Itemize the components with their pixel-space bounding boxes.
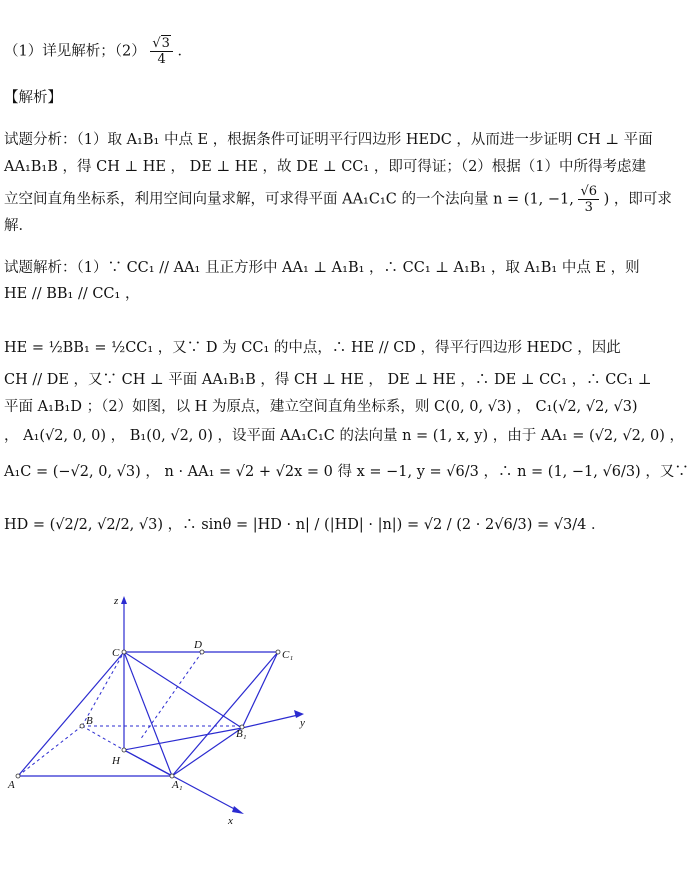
label-x: x — [228, 815, 233, 827]
label-D: D — [194, 639, 202, 651]
analysis-text-3a: 立空间直角坐标系，利用空间向量求解，可求得平面 AA₁C₁C 的一个法向量 n = (1, −1, — [4, 191, 574, 208]
edge-C-B1 — [124, 652, 242, 728]
point-H — [122, 748, 126, 752]
analysis-fraction — [578, 184, 599, 215]
answer-fraction: $\frac{√3}{4}$ — [150, 36, 173, 67]
analysis-frac-num: √6 — [580, 184, 598, 199]
y-axis — [242, 715, 298, 728]
geometry-figure — [0, 590, 630, 878]
edge-C-A1 — [124, 652, 172, 776]
analysis-frac-den: 3 — [584, 200, 593, 215]
segment-H-B1 — [124, 728, 242, 750]
label-A: A — [8, 779, 15, 791]
solution-line-5: 平面 A₁B₁D ；（2）如图，以 H 为原点，建立空间直角坐标系，则 C(0, 0, √3) ， C₁(√2, √2, √3) — [4, 399, 638, 415]
analysis-label: 试题分析： — [4, 132, 77, 148]
z-arrow-icon — [121, 596, 127, 604]
solution-line-4: CH // DE ，又∵ CH ⊥ 平面 AA₁B₁B ，得 CH ⊥ HE ， DE ⊥ HE ，∴ DE ⊥ CC₁ ，∴ CC₁ ⊥ — [4, 372, 652, 388]
answer-part1: 详见解析； — [42, 43, 115, 60]
label-A1: A₁ — [172, 779, 183, 791]
point-A — [16, 774, 20, 778]
solution-line-2: HE // BB₁ // CC₁ ， — [4, 286, 140, 302]
edge-C-A — [18, 652, 124, 776]
answer-part1-prefix: （1） — [4, 43, 43, 60]
label-z: z — [114, 595, 119, 607]
label-B: B — [86, 715, 93, 727]
edge-C1-A1 — [172, 652, 278, 776]
solution-line-1 — [4, 258, 640, 278]
analysis-line-3 — [4, 184, 672, 215]
section-heading: 【解析】 — [4, 90, 62, 106]
x-arrow-icon — [232, 806, 244, 814]
answer-part2-prefix: （2） — [114, 43, 146, 60]
solution-label: 试题解析： — [4, 260, 77, 276]
dashed-A-B — [18, 726, 82, 776]
point-C — [122, 650, 126, 654]
label-y: y — [300, 717, 305, 729]
point-B — [80, 724, 84, 728]
edge-C1-B1 — [242, 652, 278, 728]
label-B1: B₁ — [236, 728, 247, 740]
analysis-line-2: AA₁B₁B ，得 CH ⊥ HE ， DE ⊥ HE ，故 DE ⊥ CC₁ ，即可得证；（2）根据（1）中所得考虑建 — [4, 159, 647, 175]
solution-text-1: （1）∵ CC₁ // AA₁ 且正方形中 AA₁ ⊥ A₁B₁ ，∴ CC₁ ⊥ A₁B₁ ，取 A₁B₁ 中点 E ，则 — [76, 260, 640, 276]
answer-line — [4, 36, 192, 67]
label-C: C — [112, 647, 120, 659]
analysis-text-1: （1）取 A₁B₁ 中点 E ，根据条件可证明平行四边形 HEDC ，从而进一步证明 CH ⊥ 平面 — [76, 132, 653, 148]
point-A1 — [170, 774, 174, 778]
analysis-text-3b: ) ，即可求 — [603, 191, 672, 208]
analysis-line-1 — [4, 130, 653, 150]
solution-line-7: A₁C = (−√2, 0, √3) ， n · AA₁ = √2 + √2x = 0 得 x = −1, y = √6/3 ，∴ n = (1, −1, √6/3) ，又∵ — [4, 464, 689, 480]
solution-line-6: ， A₁(√2, 0, 0) ， B₁(0, √2, 0) ，设平面 AA₁C₁C 的法向量 n = (1, x, y) ，由于 AA₁ = (√2, √2, 0) ， — [4, 428, 685, 444]
answer-frac-den: 4 — [157, 52, 166, 67]
answer-end: ． — [177, 43, 193, 60]
point-C1 — [276, 650, 280, 654]
solution-line-3: HE = ½BB₁ = ½CC₁ ，又∵ D 为 CC₁ 的中点，∴ HE // CD ，得平行四边形 HEDC ，因此 — [4, 340, 621, 356]
dashed-B-H — [82, 726, 124, 750]
solution-line-8: HD = (√2/2, √2/2, √3) ，∴ sinθ = |HD · n| / (|HD| · |n|) = √2 / (2 · 2√6/3) = √3/4 ． — [4, 517, 606, 533]
label-C1: C₁ — [282, 649, 294, 661]
answer-frac-num: 3 — [161, 36, 170, 51]
analysis-line-4: 解． — [4, 218, 33, 234]
label-H: H — [112, 755, 120, 767]
